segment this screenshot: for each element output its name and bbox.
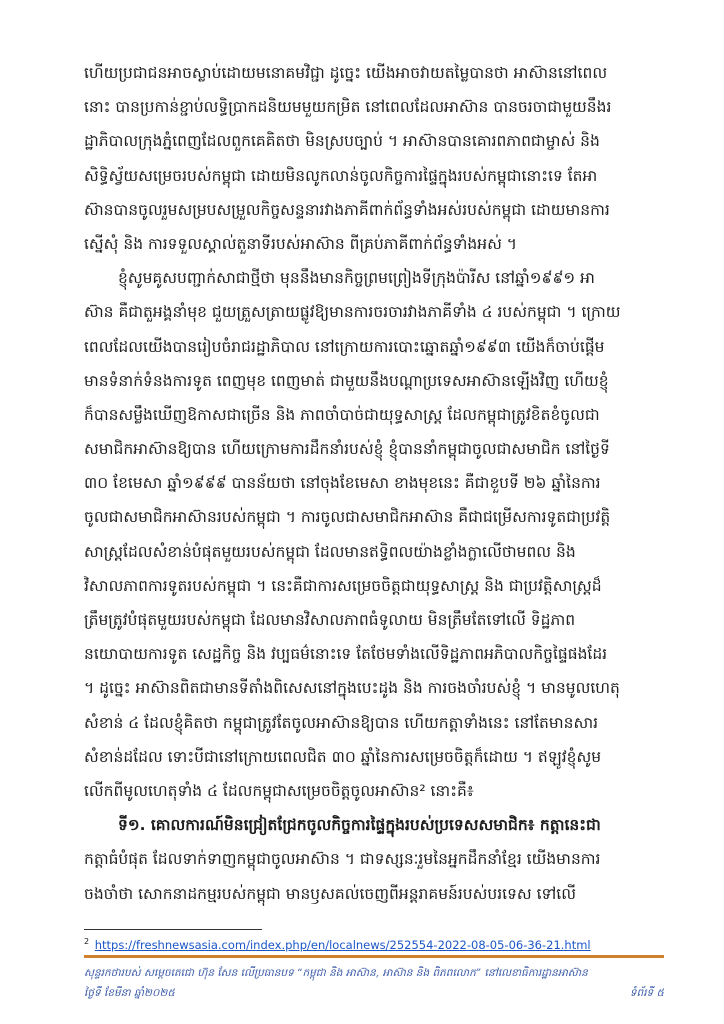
body-text xyxy=(84,56,662,911)
footer-row-1 xyxy=(84,963,664,983)
page-footer xyxy=(84,963,664,1003)
footer-row-2 xyxy=(84,983,664,1003)
text-line: ខ្ញុំសូមគូសបញ្ជាក់សាជាថ្មីថា មុននឹងមានកិច្ចព្រមព្រៀងទីក្រុងប៉ារីស នៅឆ្នាំ១៩៩១ អា xyxy=(118,269,595,288)
text-line: នយោបាយការទូត សេដ្ឋកិច្ច និង វប្បធម៌នោះទេ តែថែមទាំងលើទិដ្ឋភាពអភិបាលកិច្ចផ្ទៃផងដែរ xyxy=(84,645,608,664)
footnote-number: 2 xyxy=(84,937,90,946)
text-line: ស៊ាន គឺជាតួអង្គនាំមុខ ជួយត្រួសត្រាយផ្លូវឱ្យមានការចរចារវាងភាគីទាំង ៤ របស់កម្ពុជា ។ ក្រោយ xyxy=(84,303,621,322)
text-line: នោះ បានប្រកាន់ខ្ជាប់លទ្ធិប្រាកដនិយមមួយកម្រិត នៅពេលដែលអាស៊ាន បានចរចាជាមួយនឹងរ xyxy=(84,98,612,117)
text-line: សាស្ត្រដែលសំខាន់បំផុតមួយរបស់កម្ពុជា ដែលមានឥទ្ធិពលយ៉ាងខ្លាំងក្លាលើថាមពល និង xyxy=(84,542,576,561)
footer-title: សុន្ទរកថារបស់ សម្តេចតេជោ ហ៊ុន សែន លើប្រធានបទ “កម្ពុជា និង អាស៊ាន, អាស៊ាន និង ពិភពលោក” នៅលេខាធិការដ្ឋានអាស៊ាន xyxy=(84,967,588,979)
footnote-divider xyxy=(84,929,262,930)
text-line: ក៏បានសម្លឹងឃើញឱកាសជាច្រើន និង ភាពចាំបាច់ជាយុទ្ធសាស្ត្រ ដែលកម្ពុជាត្រូវខិតខំចូលជា xyxy=(84,405,600,424)
text-line: ។ ដូច្នេះ អាស៊ានពិតជាមានទីតាំងពិសេសនៅក្នុងបេះដូង និង ការចងចាំរបស់ខ្ញុំ ។ មានមូលហេតុ xyxy=(84,679,620,698)
footer-divider xyxy=(84,955,664,958)
text-line: ពេលដែលយើងបានរៀបចំរាជរដ្ឋាភិបាល នៅក្រោយការបោះឆ្នោតឆ្នាំ១៩៩៣ យើងក៏ចាប់ផ្តើម xyxy=(84,337,605,356)
text-line: ស្នើសុំ និង ការទទួលស្គាល់តួនាទីរបស់អាស៊ាន ពីគ្រប់ភាគីពាក់ព័ន្ធទាំងអស់ ។ xyxy=(84,234,518,253)
text-line: កត្តាធំបំផុត ដែលទាក់ទាញកម្ពុជាចូលអាស៊ាន ។ ជាទស្សនៈរួមនៃអ្នកដឹកនាំខ្មែរ យើងមានការ xyxy=(84,850,601,869)
text-line: វិសាលភាពការទូតរបស់កម្ពុជា ។ នេះគឺជាការសម្រេចចិត្តជាយុទ្ធសាស្ត្រ និង ជាប្រវត្តិសាស្ត្រដ៏ xyxy=(84,576,602,595)
text-line: ត្រឹមត្រូវបំផុតមួយរបស់កម្ពុជា ដែលមានវិសាលភាពធំទូលាយ មិនត្រឹមតែទៅលើ ទិដ្ឋភាព xyxy=(84,611,576,629)
footnote xyxy=(84,934,664,953)
text-line: សមាជិកអាស៊ានឱ្យបាន ហើយក្រោមការដឹកនាំរបស់ខ្ញុំ ខ្ញុំបាននាំកម្ពុជាចូលជាសមាជិក នៅថ្ងៃទី xyxy=(84,440,610,459)
footnote-link[interactable]: https://freshnewsasia.com/index.php/en/localnews/252554-2022-08-05-06-36-21.html xyxy=(94,937,591,952)
text-line: លើកពីមូលហេតុទាំង ៤ ដែលកម្ពុជាសម្រេចចិត្តចូលអាស៊ាន² នោះគឺ៖ xyxy=(84,781,474,800)
text-line: ចូលជាសមាជិកអាស៊ានរបស់កម្ពុជា ។ ការចូលជាសមាជិកអាស៊ាន គឺជាជម្រើសការទូតជាប្រវត្តិ xyxy=(84,508,611,527)
text-line: សិទ្ធិស្វ័យសម្រេចរបស់កម្ពុជា ដោយមិនលូកលាន់ចូលកិច្ចការផ្ទៃក្នុងរបស់កម្ពុជានោះទេ តែអា xyxy=(84,166,598,185)
page-number: ទំព័រទី ៥ xyxy=(629,987,664,999)
text-line: ហើយប្រជាជនអាចស្លាប់ដោយមនោគមវិជ្ជា ដូច្នេះ យើងអាចវាយតម្លៃបានថា អាស៊ាននៅពេល xyxy=(84,64,608,82)
text-line: ស៊ានបានចូលរួមសម្របសម្រួលកិច្ចសន្ទនារវាងភាគីពាក់ព័ន្ធទាំងអស់របស់កម្ពុជា ដោយមានការ xyxy=(84,200,610,219)
section-heading-line: ទី១. គោលការណ៍មិនជ្រៀតជ្រែកចូលកិច្ចការផ្ទៃក្នុងរបស់ប្រទេសសមាជិក៖ កត្តានេះជា xyxy=(118,816,601,835)
text-line: មានទំនាក់ទំនងការទូត ពេញមុខ ពេញមាត់ ជាមួយនឹងបណ្តាប្រទេសអាស៊ានឡើងវិញ ហើយខ្ញុំ xyxy=(84,371,609,390)
text-line: សំខាន់ ៤ ដែលខ្ញុំគិតថា កម្ពុជាត្រូវតែចូលអាស៊ានឱ្យបាន ហើយកត្តាទាំងនេះ នៅតែមានសារ xyxy=(84,713,599,732)
text-line: ដ្ឋាភិបាលក្រុងភ្នំពេញដែលពួកគេគិតថា មិនស្របច្បាប់ ។ អាស៊ានបានគោរពភាពជាម្ចាស់ និង xyxy=(84,132,600,151)
text-line: ចងចាំថា សោកនាដកម្មរបស់កម្ពុជា មានឫសគល់ចេញពីអន្តរាគមន៍របស់បរទេស ទៅលើ xyxy=(84,884,576,903)
text-line: ៣០ ខែមេសា ឆ្នាំ១៩៩៩ បានន័យថា នៅចុងខែមេសា ខាងមុខនេះ គឺជាខួបទី ២៦ ឆ្នាំនៃការ xyxy=(84,474,601,493)
footer-date: ថ្ងៃទី ខែមីនា ឆ្នាំ២០២៥ xyxy=(84,987,175,999)
text-line: សំខាន់ដដែល ទោះបីជានៅក្រោយពេលជិត ៣០ ឆ្នាំនៃការសម្រេចចិត្តក៏ដោយ ។ ឥឡូវខ្ញុំសូម xyxy=(84,747,602,766)
